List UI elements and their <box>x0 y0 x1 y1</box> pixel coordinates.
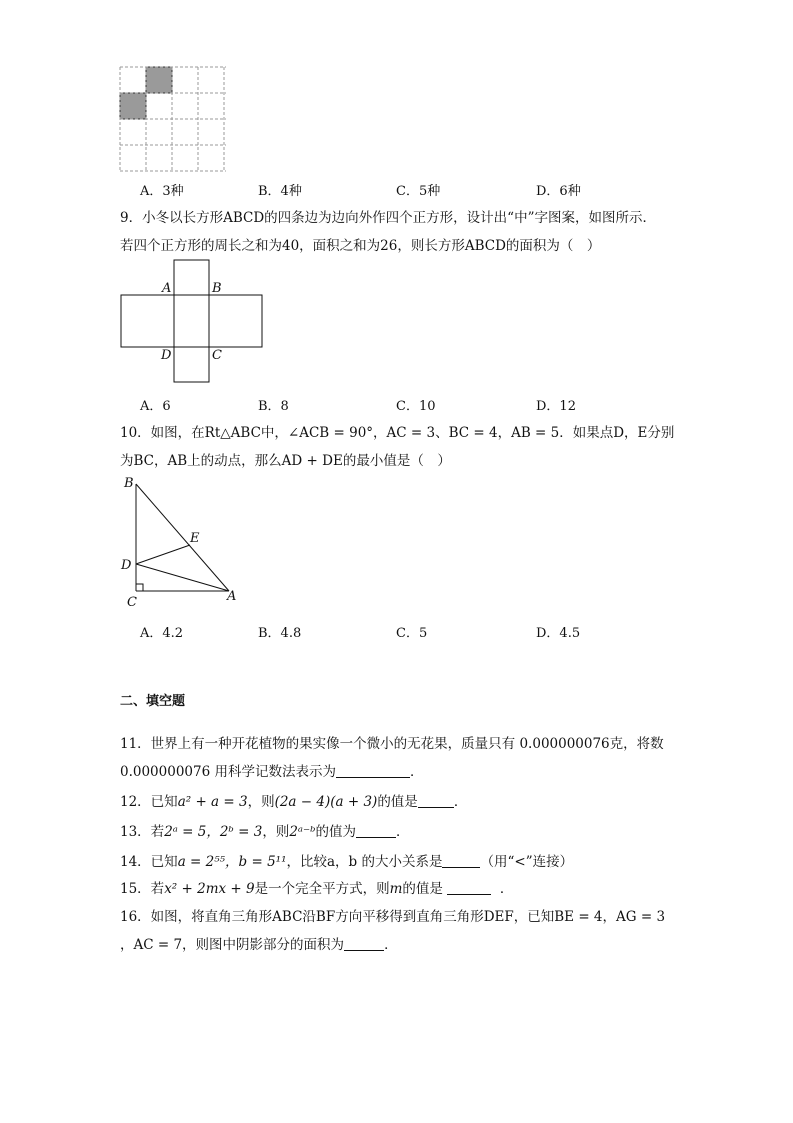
q16-text: ，AC = 7，则图中阴影部分的面积为 <box>120 937 345 953</box>
q15-value-text: 的值是 <box>402 881 443 897</box>
label-c: C <box>127 595 137 610</box>
q13-expression: 2ᵃ⁻ᵇ <box>289 824 316 840</box>
q15-condition-text: 是一个完全平方式，则 <box>254 881 390 897</box>
period: ． <box>499 881 514 897</box>
q16-answer-blank[interactable] <box>344 938 384 951</box>
q12-answer-blank[interactable] <box>418 795 454 808</box>
label-b: B <box>124 476 134 491</box>
q9-option-c: C．10 <box>396 399 436 414</box>
label-d: D <box>121 558 132 573</box>
period: ． <box>453 794 468 810</box>
q10-option-d: D．4.5 <box>536 626 581 641</box>
q10-option-a: A．4.2 <box>140 626 184 641</box>
q12-prefix: 12．已知 <box>120 794 178 810</box>
left-rect <box>121 295 174 347</box>
q15 <box>120 877 513 897</box>
q11-answer-blank[interactable] <box>336 765 410 778</box>
q11-text: 0.000000076 用科学记数法表示为 <box>120 764 336 780</box>
q9-option-b: B．8 <box>258 399 289 414</box>
q12-value-text: 的值是 <box>377 794 418 810</box>
q9-zhong-figure <box>118 258 268 386</box>
q10-triangle-figure <box>116 474 246 610</box>
right-rect <box>209 295 262 347</box>
q8-option-c: C．5种 <box>396 184 441 199</box>
q13-then: ，则 <box>262 824 290 840</box>
q14-condition: a = 2⁵⁵，b = 5¹¹ <box>177 854 287 870</box>
label-e: E <box>190 531 200 546</box>
q14 <box>120 850 573 870</box>
q13-answer-blank[interactable] <box>356 825 396 838</box>
label-b: B <box>212 281 222 296</box>
q15-answer-blank[interactable] <box>447 882 491 895</box>
q9-option-d: D．12 <box>536 399 576 414</box>
period: ． <box>409 764 424 780</box>
q16-line-2 <box>120 933 398 953</box>
q14-compare: ，比较 <box>286 854 327 870</box>
q12-then: ，则 <box>247 794 275 810</box>
q11-line-2 <box>120 760 423 780</box>
q13-value-text: 的值为 <box>315 824 356 840</box>
label-a: A <box>162 281 172 296</box>
label-c: C <box>212 348 222 363</box>
q12-expression: (2a − 4)(a + 3) <box>274 794 378 810</box>
q8-option-d: D．6种 <box>536 184 581 199</box>
grid-shaded-cell-2 <box>120 93 146 119</box>
q14-prefix: 14．已知 <box>120 854 178 870</box>
label-d: D <box>161 348 172 363</box>
grid-shaded-cell-1 <box>146 67 172 93</box>
q12 <box>120 790 467 810</box>
q14-hint: （用“<”连接） <box>480 854 574 870</box>
q14-answer-blank[interactable] <box>442 855 480 868</box>
period: ． <box>396 824 410 840</box>
label-a: A <box>227 589 237 604</box>
q11-line-1: 11．世界上有一种开花植物的果实像一个微小的无花果，质量只有 0.000000076克，将数 <box>120 736 664 752</box>
q8-option-a: A．3种 <box>140 184 184 199</box>
top-square <box>174 260 209 295</box>
q12-condition: a² + a = 3 <box>177 794 248 810</box>
q9-line-2: 若四个正方形的周长之和为40，面积之和为26，则长方形ABCD的面积为（ ） <box>120 238 601 254</box>
q9-option-a: A．6 <box>140 399 171 414</box>
q15-variable: m <box>389 881 403 897</box>
q13-condition: 2ᵃ = 5，2ᵇ = 3 <box>164 824 263 840</box>
q10-line-2: 为BC，AB上的动点，那么AD + DE的最小值是（ ） <box>120 453 451 469</box>
section-title: 二、填空题 <box>120 694 186 709</box>
q15-expression: x² + 2mx + 9 <box>164 881 255 897</box>
q10-line-1: 10．如图，在Rt△ABC中，∠ACB = 90°，AC = 3、BC = 4，AB = 5．如果点D，E分别 <box>120 425 675 441</box>
q13 <box>120 820 410 840</box>
q9-line-1: 9．小冬以长方形ABCD的四条边为边向外作四个正方形，设计出“中”字图案，如图所示． <box>120 210 656 226</box>
q8-option-b: B．4种 <box>258 184 302 199</box>
q14-relation-text: a，b 的大小关系是 <box>327 854 443 870</box>
q10-option-c: C．5 <box>396 626 428 641</box>
q10-option-b: B．4.8 <box>258 626 302 641</box>
bottom-square <box>174 347 209 382</box>
q13-prefix: 13．若 <box>120 824 165 840</box>
q16-line-1: 16．如图，将直角三角形ABC沿BF方向平移得到直角三角形DEF，已知BE = 4，AG = 3 <box>120 909 666 925</box>
period: ． <box>384 937 398 953</box>
q15-prefix: 15．若 <box>120 881 165 897</box>
q8-grid-figure <box>119 66 227 174</box>
rect-abcd <box>174 295 209 347</box>
